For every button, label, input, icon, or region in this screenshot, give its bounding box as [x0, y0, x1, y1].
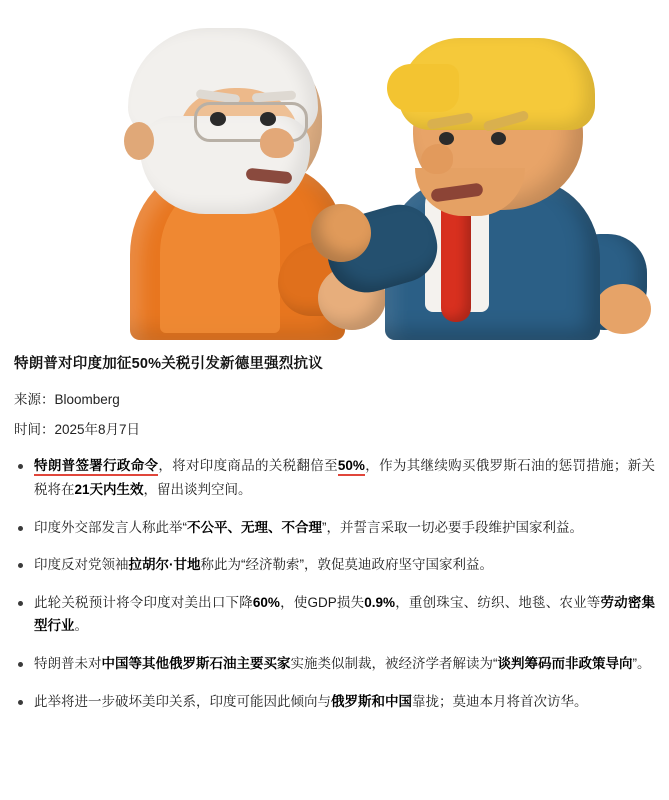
hero-illustration: [0, 0, 669, 340]
page-title: 特朗普对印度加征50%关税引发新德里强烈抗议: [14, 356, 323, 372]
body-text: 此举将进一步破坏美印关系，印度可能因此倾向与: [34, 693, 331, 709]
body-text: 印度外交部发言人称此举“: [34, 519, 187, 535]
body-text: ”，并誓言采取一切必要手段维护国家利益。: [322, 519, 583, 535]
emphasis-text: 中国等其他俄罗斯石油主要买家: [101, 656, 291, 671]
modi-felt-figure: [110, 30, 370, 340]
time-row: [14, 420, 655, 440]
body-text: ”。: [632, 656, 651, 671]
emphasis-text: 俄罗斯和中国: [331, 693, 412, 709]
body-text: 。: [74, 618, 88, 634]
body-text: ，使GDP损失: [279, 594, 365, 610]
summary-bullet-list: [14, 454, 655, 713]
body-text: 实施类似制裁，被经济学者解读为“: [290, 656, 498, 671]
modi-ear: [124, 122, 154, 160]
emphasis-text: 拉胡尔·甘地: [128, 557, 201, 573]
trump-eye-left: [439, 132, 454, 145]
body-text: ，留出谈判空间。: [143, 481, 252, 497]
body-text: 印度反对党领袖: [34, 557, 129, 573]
emphasis-text: 劳动密集型行业: [34, 594, 656, 634]
source-value: Bloomberg: [54, 391, 120, 407]
body-text: 此轮关税预计将令印度对美出口下降: [34, 594, 253, 610]
emphasis-text: 0.9%: [364, 594, 396, 610]
modi-nose: [260, 128, 294, 158]
emphasis-text: 谈判筹码而非政策导向: [497, 656, 633, 671]
trump-tie: [441, 202, 471, 322]
modi-eye-left: [210, 112, 226, 126]
list-item: [14, 516, 655, 540]
body-text: ，将对印度商品的关税翻倍至: [158, 458, 338, 474]
modi-eye-right: [260, 112, 276, 126]
time-label: 时间：: [14, 422, 55, 437]
emphasis-text: 21天内生效: [74, 481, 144, 497]
list-item: [14, 690, 655, 714]
list-item: [14, 652, 655, 676]
body-text: ，重创珠宝、纺织、地毯、农业等: [395, 594, 601, 610]
trump-hair: [399, 38, 595, 130]
highlight-underline-text: 50%: [338, 458, 365, 476]
body-text: ，作为其继续购买俄罗斯石油的惩罚措施；新关税将在: [34, 458, 656, 497]
body-text: 特朗普未对: [34, 656, 102, 671]
body-text: 称此为“经济勒索”，敦促莫迪政府坚守国家利益。: [200, 557, 493, 573]
list-item: [14, 553, 655, 577]
list-item: [14, 591, 655, 638]
time-value: 2025年8月7日: [54, 422, 141, 437]
source-label: 来源：: [14, 391, 55, 407]
trump-eye-right: [491, 132, 506, 145]
source-row: [14, 390, 655, 410]
trump-fist: [311, 204, 371, 262]
emphasis-text: 60%: [252, 594, 280, 610]
body-text: 靠拢；莫迪本月将首次访华。: [412, 693, 588, 709]
article-content: [0, 340, 669, 753]
trump-right-hand: [595, 284, 651, 334]
list-item: [14, 454, 655, 501]
trump-nose: [421, 144, 453, 174]
highlight-underline-text: 特朗普签署行政命令: [34, 458, 158, 476]
emphasis-text: 不公平、无理、不合理: [187, 519, 322, 535]
trump-felt-figure: [355, 40, 625, 340]
